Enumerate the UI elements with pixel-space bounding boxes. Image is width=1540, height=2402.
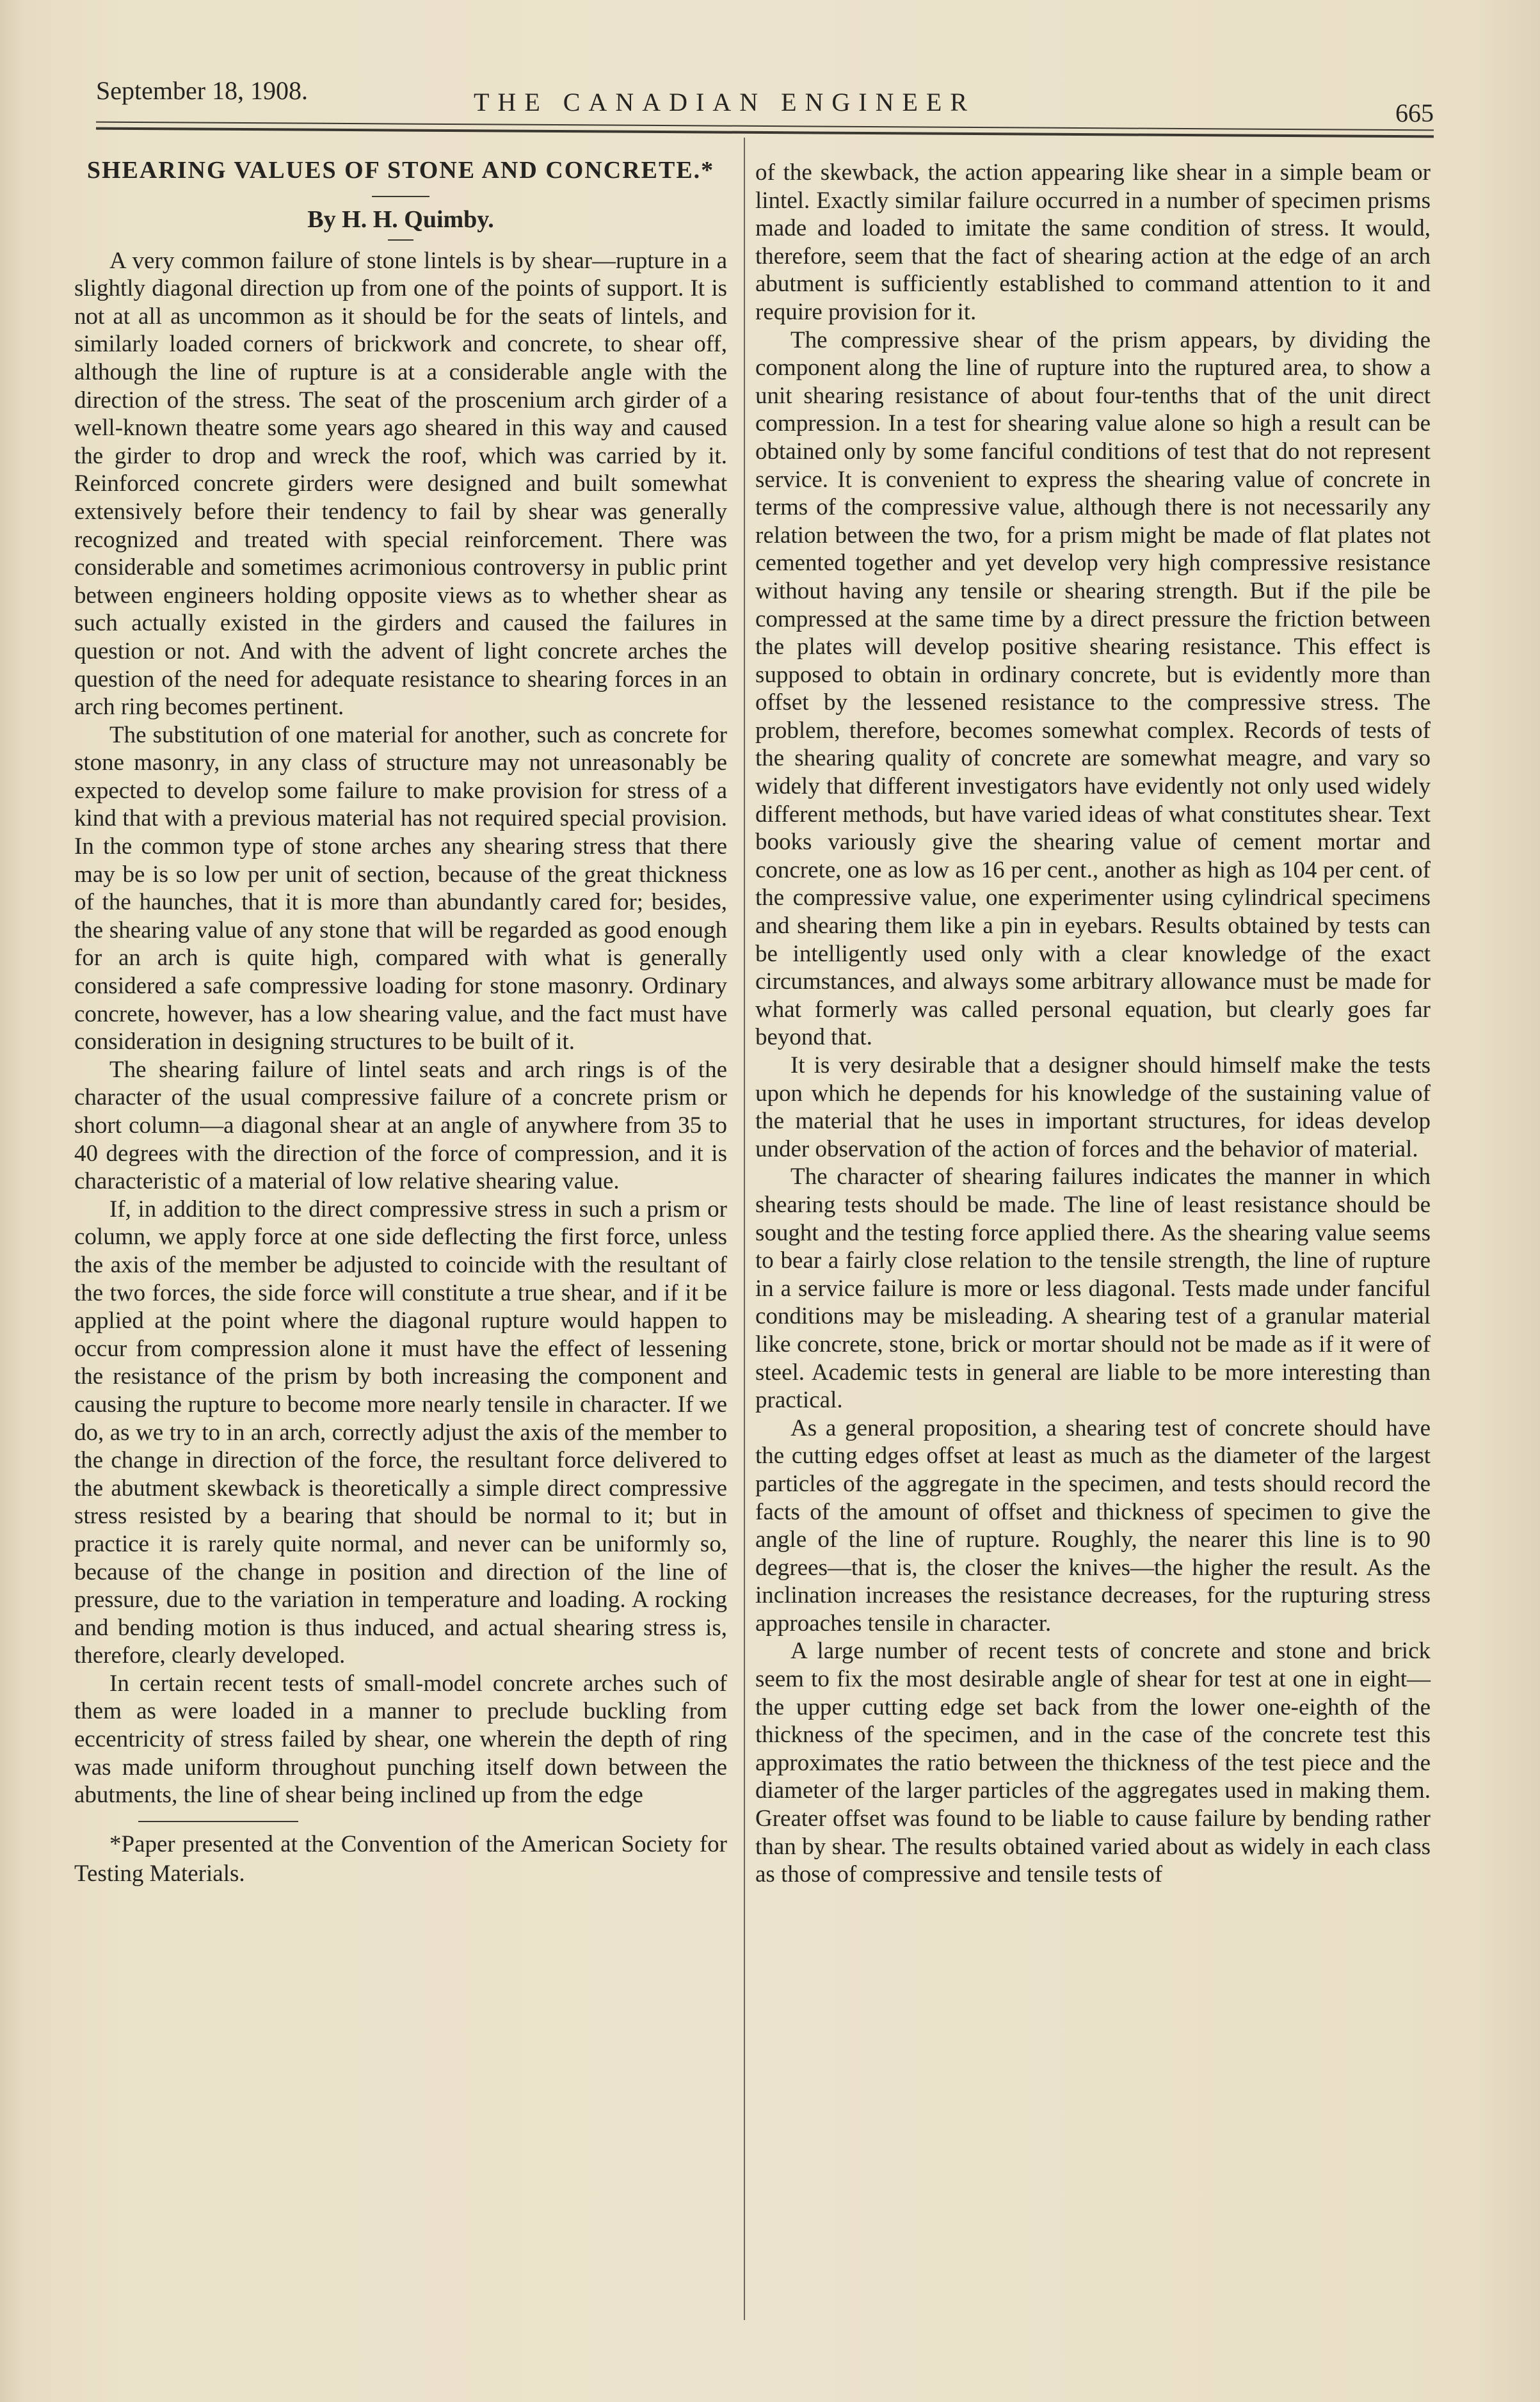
paragraph: In certain recent tests of small-model concrete arches such of them as were loaded in a manner to preclude buckling from eccentricity of stress failed by shear, one wherein the depth of ring was made uniform throughout punching itself down between the abutments, the line of shear being inclined up from the edge [74,1670,727,1809]
paragraph: of the skewback, the action appearing like shear in a simple beam or lintel. Exactly similar failure occurred in a number of specimen prisms made and loaded to imitate the same condition of stress. It would, therefore, seem that the fact of shearing action at the edge of an arch abutment is sufficiently established to command attention to it and require provision for it. [755,159,1431,325]
title-rule [372,196,429,197]
paragraph: The character of shearing failures indicates the manner in which shearing tests should be made. The line of least resistance should be sought and the testing force applied there. As the shearing value seems to bear a fairly close relation to the tensile strength, the line of rupture in a service failure is more or less diagonal. Tests made under fanciful conditions may be misleading. A shearing test of a granular material like concrete, stone, brick or mortar should not be made as if it were of steel. Academic tests in general are liable to be more interesting than practical. [755,1164,1431,1414]
article-byline: By H. H. Quimby. [307,206,494,233]
paragraph: If, in addition to the direct compressive stress in such a prism or column, we apply force at one side deflecting the first force, unless the axis of the member be adjusted to coincide with the resultant of the two forces, the side force will constitute a true shear, and if it be applied at the point where the diagonal rupture would happen to occur from compression alone it must have the effect of lessening the resistance of the prism by both increasing the component and causing the rupture to become more nearly tensile in character. If we do, as we try to in an arch, correctly adjust the axis of the member to the change in direction of the force, the resultant force delivered to the abutment skewback is theoretically a simple direct compressive stress resisted by a bearing that should be normal to it; but in practice it is rarely quite normal, and never can be uniformly so, because of the change in position and direction of the line of pressure, due to the variation in temperature and loading. A rocking and bending motion is thus induced, and actual shearing stress is, therefore, clearly developed. [74,1196,727,1669]
right-column [755,159,1431,1889]
paragraph: The substitution of one material for another, such as concrete for stone masonry, in any class of structure may not unreasonably be expected to develop some failure to make provision for stress of a kind that with a previous material has not required special provision. In the common type of stone arches any shearing stress that there may be is so low per unit of section, because of the great thickness of the haunches, that it is more than abundantly cared for; besides, the shearing value of any stone that will be regarded as good enough for an arch is quite high, compared with what is generally considered a safe compressive loading for stone masonry. Ordinary concrete, however, has a low shearing value, and the fact must have consideration in designing structures to be built of it. [74,721,727,1055]
paragraph: A very common failure of stone lintels is by shear—rupture in a slightly diagonal direction up from one of the points of support. It is not at all as uncommon as it should be for the seats of lintels, and similarly loaded corners of brickwork and concrete, to shear off, although the line of rupture is at a considerable angle with the direction of the stress. The seat of the proscenium arch girder of a well-known theatre some years ago sheared in this way and caused the girder to drop and wreck the roof, which was carried by it. Reinforced concrete girders were designed and built somewhat extensively before their tendency to fail by shear was generally recognized and treated with special reinforcement. There was considerable and sometimes acrimonious controversy in public print between engineers holding opposite views as to whether shear as such actually existed in the girders and caused the failures in question or not. And with the advent of light concrete arches the question of the need for adequate resistance to shearing forces in an arch ring becomes pertinent. [74,247,727,721]
paragraph: It is very desirable that a designer should himself make the tests upon which he depends for his knowledge of the sustaining value of the material that he uses in important structures, for ideas develop under observation of the action of forces and the behavior of material. [755,1052,1431,1162]
column-divider [744,138,745,2320]
issue-date: September 18, 1908. [96,76,309,105]
paragraph: The compressive shear of the prism appears, by dividing the component along the line of rupture into the ruptured area, to show a unit shearing resistance of about four-tenths that of the unit direct compression. In a test for shearing value alone so high a result can be obtained only by some fanciful conditions of test that do not represent service. It is convenient to express the shearing value of concrete in terms of the compressive value, although there is not necessarily any relation between the two, for a prism might be made of flat plates not cemented together and yet develop very high compressive resistance without having any tensile or shearing strength. But if the pile be compressed at the same time by a direct pressure the friction between the plates will develop positive shearing resistance. This effect is supposed to obtain in ordinary concrete, but is evidently more than offset by the lessened resistance to the compressive stress. The problem, therefore, becomes somewhat complex. Records of tests of the shearing quality of concrete are somewhat meagre, and vary so widely that different investigators have evidently not only used widely different methods, but have varied ideas of what constitutes shear. Text books variously give the shearing value of cement mortar and concrete, one as low as 16 per cent., another as high as 104 per cent. of the compressive value, one experimenter using cylindrical specimens and shearing them like a pin in eyebars. Results obtained by tests can be intelligently used only with a clear knowledge of the exact circumstances, and always some arbitrary allowance must be made for what formerly was called personal equation, but clearly goes far beyond that. [755,326,1431,1051]
running-header [96,69,1434,127]
byline-rule [388,239,413,241]
paragraph: The shearing failure of lintel seats and arch rings is of the character of the usual compressive failure of a concrete prism or short column—a diagonal shear at an angle of anywhere from 35 to 40 degrees with the direction of the force of compression, and it is characteristic of a material of low relative shearing value. [74,1056,727,1195]
paragraph: As a general proposition, a shearing test of concrete should have the cutting edges offset at least as much as the diameter of the largest particles of the aggregate in the specimen, and tests should record the facts of the amount of offset and thickness of specimen to give the angle of the line of rupture. Roughly, the nearer this line is to 90 degrees—that is, the closer the knives—the higher the result. As the inclination increases the resistance decreases, for the rupturing stress approaches tensile in character. [755,1414,1431,1637]
paragraph: A large number of recent tests of concrete and stone and brick seem to fix the most desirable angle of shear for test at one in eight—the upper cutting edge set back from the lower one-eighth of the thickness of the specimen, and in the case of the concrete test this approximates the ratio between the thickness of the test piece and the diameter of the larger particles of the aggregates used in making them. Greater offset was found to be liable to cause failure by bending rather than by shear. The results obtained varied about as widely in each class as those of compressive and tensile tests of [755,1638,1431,1888]
publication-title: THE CANADIAN ENGINEER [474,88,976,116]
left-column [74,154,727,1889]
footnote: *Paper presented at the Convention of the American Society for Testing Materials. [74,1830,727,1887]
article-title: SHEARING VALUES OF STONE AND CONCRETE.* [86,157,715,184]
page-number: 665 [1395,99,1434,127]
footnote-rule [138,1821,298,1822]
